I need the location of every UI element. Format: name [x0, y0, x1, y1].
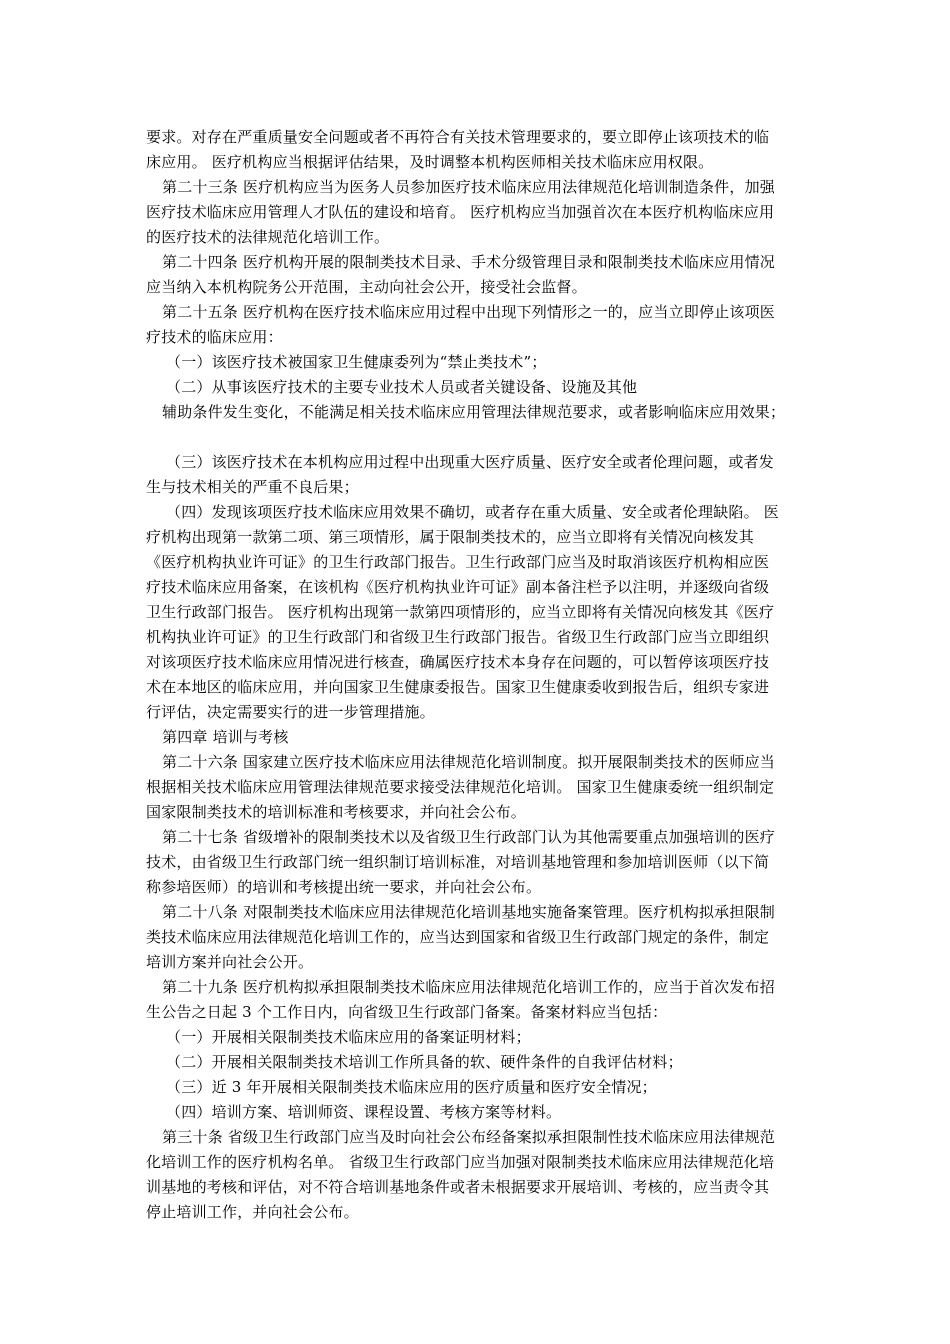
text-line: 疗技术临床应用备案，在该机构《医疗机构执业许可证》副本备注栏予以注明，并逐级向省级	[146, 578, 770, 596]
list-item: （二）开展相关限制类技术培训工作所具备的软、硬件条件的自我评估材料；	[166, 1053, 683, 1071]
article-29-heading: 第二十九条 医疗机构拟承担限制类技术临床应用法律规范化培训工作的，应当于首次发布招	[162, 978, 775, 996]
text-line: 辅助条件发生变化，不能满足相关技术临床应用管理法律规范要求，或者影响临床应用效果；	[162, 403, 786, 421]
text-line: 生公告之日起 3 个工作日内，向省级卫生行政部门备案。备案材料应当包括：	[146, 1003, 668, 1021]
list-item: （一）该医疗技术被国家卫生健康委列为“禁止类技术”；	[166, 353, 547, 371]
list-item: （三）近 3 年开展相关限制类技术临床应用的医疗质量和医疗安全情况；	[166, 1078, 657, 1096]
text-line: 的医疗技术的法律规范化培训工作。	[146, 228, 390, 246]
text-line: 类技术临床应用法律规范化培训工作的，应当达到国家和省级卫生行政部门规定的条件，制定	[146, 928, 770, 946]
text-line: 要求。对存在严重质量安全问题或者不再符合有关技术管理要求的，要立即停止该项技术的临	[146, 128, 770, 146]
article-23-heading: 第二十三条 医疗机构应当为医务人员参加医疗技术临床应用法律规范化培训制造条件，加强	[162, 178, 775, 196]
article-30-heading: 第三十条 省级卫生行政部门应当及时向社会公布经备案拟承担限制性技术临床应用法律规范	[162, 1128, 775, 1146]
text-line: 应当纳入本机构院务公开范围，主动向社会公开，接受社会监督。	[146, 278, 587, 296]
text-line: 机构执业许可证》的卫生行政部门和省级卫生行政部门报告。省级卫生行政部门应当立即组织	[146, 628, 770, 646]
text-line: 卫生行政部门报告。 医疗机构出现第一款第四项情形的，应当立即将有关情况向核发其《医疗	[146, 603, 775, 621]
text-line: 根据相关技术临床应用管理法律规范要求接受法律规范化培训。 国家卫生健康委统一组织制定	[146, 778, 775, 796]
text-line: 行评估，决定需要实行的进一步管理措施。	[146, 703, 435, 721]
list-item: （三）该医疗技术在本机构应用过程中出现重大医疗质量、医疗安全或者伦理问题，或者发	[166, 453, 775, 471]
article-28-heading: 第二十八条 对限制类技术临床应用法律规范化培训基地实施备案管理。医疗机构拟承担限制	[162, 903, 775, 921]
article-25-heading: 第二十五条 医疗机构在医疗技术临床应用过程中出现下列情形之一的，应当立即停止该项医	[162, 303, 775, 321]
article-24-heading: 第二十四条 医疗机构开展的限制类技术目录、手术分级管理目录和限制类技术临床应用情况	[162, 253, 775, 271]
text-line: 对该项医疗技术临床应用情况进行核查，确属医疗技术本身存在问题的，可以暂停该项医疗技	[146, 653, 770, 671]
list-item: （二）从事该医疗技术的主要专业技术人员或者关键设备、设施及其他	[166, 378, 638, 396]
article-26-heading: 第二十六条 国家建立医疗技术临床应用法律规范化培训制度。拟开展限制类技术的医师应当	[162, 753, 775, 771]
list-item: （一）开展相关限制类技术临床应用的备案证明材料；	[166, 1028, 531, 1046]
text-line: 术在本地区的临床应用，并向国家卫生健康委报告。国家卫生健康委收到报告后，组织专家进	[146, 678, 770, 696]
text-line: 疗技术的临床应用：	[146, 328, 283, 346]
chapter-4-heading: 第四章 培训与考核	[162, 728, 289, 746]
text-line: 培训方案并向社会公开。	[146, 953, 314, 971]
text-line: 床应用。 医疗机构应当根据评估结果，及时调整本机构医师相关技术临床应用权限。	[146, 153, 714, 171]
text-line: 技术，由省级卫生行政部门统一组织制订培训标准，对培训基地管理和参加培训医师（以下简	[146, 853, 770, 871]
text-line: 化培训工作的医疗机构名单。 省级卫生行政部门应当加强对限制类技术临床应用法律规范化培	[146, 1153, 775, 1171]
text-line: 训基地的考核和评估，对不符合培训基地条件或者未根据要求开展培训、考核的，应当责令其	[146, 1178, 770, 1196]
article-27-heading: 第二十七条 省级增补的限制类技术以及省级卫生行政部门认为其他需要重点加强培训的医疗	[162, 828, 775, 846]
list-item: （四）发现该项医疗技术临床应用效果不确切，或者存在重大质量、安全或者伦理缺陷。 医	[166, 503, 779, 521]
text-line: 国家限制类技术的培训标准和考核要求，并向社会公布。	[146, 803, 527, 821]
text-line: 医疗技术临床应用管理人才队伍的建设和培育。 医疗机构应当加强首次在本医疗机构临床应用	[146, 203, 775, 221]
text-line: 生与技术相关的严重不良后果；	[146, 478, 359, 496]
text-line: 《医疗机构执业许可证》的卫生行政部门报告。卫生行政部门应当及时取消该医疗机构相应医	[146, 553, 770, 571]
list-item: （四）培训方案、培训师资、课程设置、考核方案等材料。	[166, 1103, 562, 1121]
text-line: 停止培训工作，并向社会公布。	[146, 1203, 359, 1221]
text-line: 称参培医师）的培训和考核提出统一要求，并向社会公布。	[146, 878, 542, 896]
text-line: 疗机构出现第一款第二项、第三项情形，属于限制类技术的，应当立即将有关情况向核发其	[146, 528, 755, 546]
